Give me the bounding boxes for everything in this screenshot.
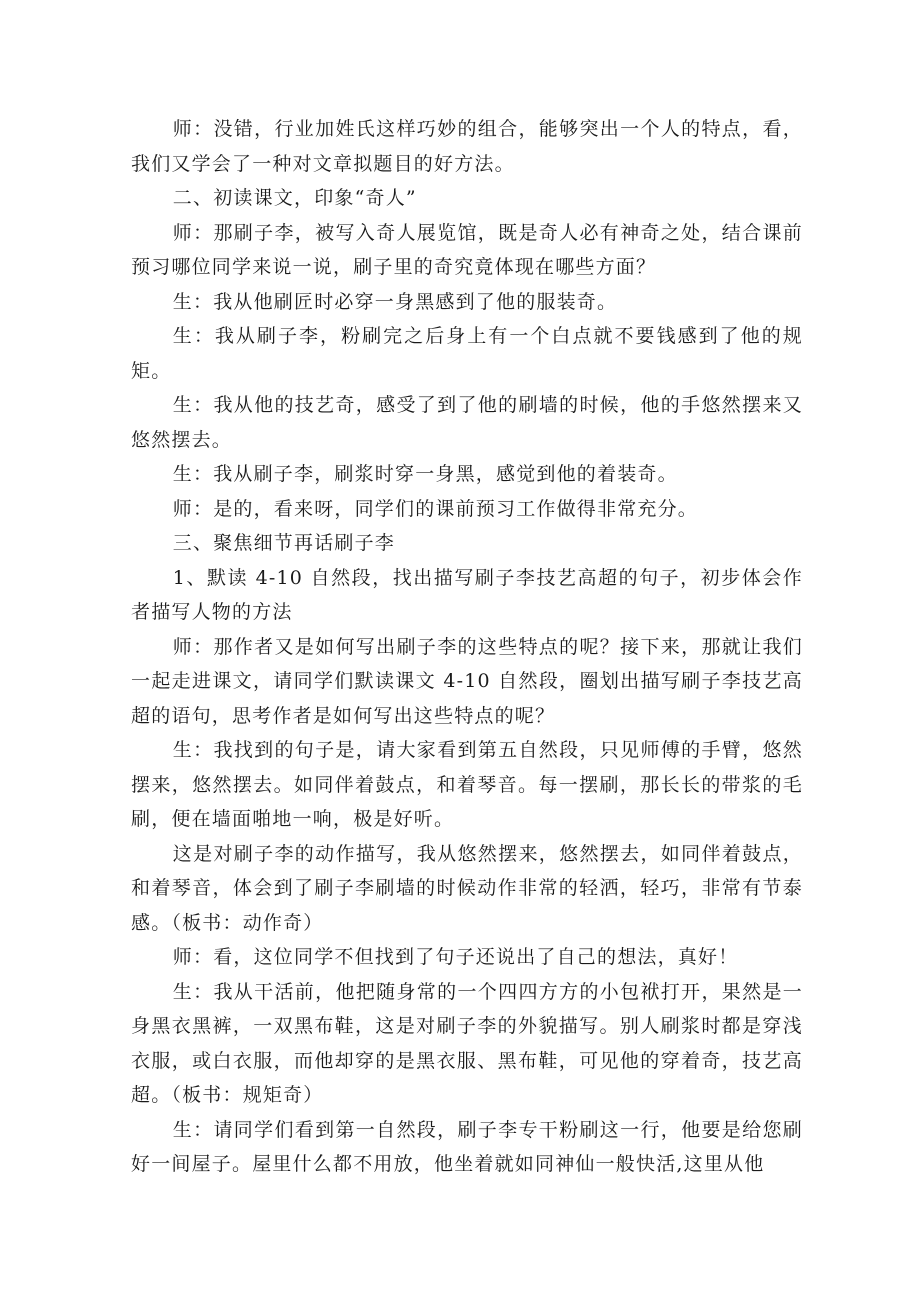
subsection-heading-1: 1、默读 4-10 自然段，找出描写刷子李技艺高超的句子，初步体会作者描写人物的方法 [131, 566, 803, 623]
document-body [131, 112, 803, 1182]
paragraph-student-first-section: 生：请同学们看到第一自然段，刷子李专干粉刷这一行，他要是给您刷好一间屋子。屋里什么都不用放，他坐着就如同神仙一般快活,这里从他 [131, 1118, 803, 1175]
paragraph-teacher-praise: 师：看，这位同学不但找到了句子还说出了自己的想法，真好！ [172, 946, 739, 968]
paragraph-student-answer-4: 生：我从刷子李，刷浆时穿一身黑，感觉到他的着装奇。 [172, 463, 678, 485]
paragraph-teacher-comment: 师：是的，看来呀，同学们的课前预习工作做得非常充分。 [172, 497, 698, 520]
section-heading-3: 三、聚焦细节再话刷子李 [172, 532, 395, 554]
paragraph-teacher-title-method: 师：没错，行业加姓氏这样巧妙的组合，能够突出一个人的特点，看，我们又学会了一种对文章拟题目的好方法。 [131, 118, 803, 175]
paragraph-student-answer-1: 生：我从他刷匠时必穿一身黑感到了他的服装奇。 [172, 290, 618, 313]
section-heading-2: 二、初读课文，印象“奇人” [172, 187, 417, 209]
paragraph-student-quote: 生：我找到的句子是，请大家看到第五自然段，只见师傅的手臂，悠然摆来，悠然摆去。如同伴着鼓点，和着琴音。每一摆刷，那长长的带浆的毛刷，便在墙面啪地一响，极是好听。 [131, 739, 803, 830]
paragraph-student-answer-3: 生：我从他的技艺奇，感受了到了他的刷墙的时候，他的手悠然摆来又悠然摆去。 [131, 394, 803, 451]
paragraph-appearance-analysis: 生：我从干活前，他把随身常的一个四四方方的小包袱打开，果然是一身黑衣黑裤，一双黑布鞋，这是对刷子李的外貌描写。别人刷浆时都是穿浅衣服，或白衣服，而他却穿的是黑衣服、黑布鞋，可见他的穿着奇，技艺高超。（板书：规矩奇） [131, 980, 803, 1106]
paragraph-teacher-question: 师：那刷子李，被写入奇人展览馆，既是奇人必有神奇之处，结合课前预习哪位同学来说一说，刷子里的奇究竟体现在哪些方面？ [131, 221, 803, 278]
paragraph-student-answer-2: 生：我从刷子李，粉刷完之后身上有一个白点就不要钱感到了他的规矩。 [131, 325, 803, 382]
paragraph-action-analysis: 这是对刷子李的动作描写，我从悠然摆来，悠然摆去，如同伴着鼓点，和着琴音，体会到了刷子李刷墙的时候动作非常的轻洒，轻巧，非常有节泰感。（板书：动作奇） [131, 842, 803, 934]
paragraph-teacher-instruction: 师：那作者又是如何写出刷子李的这些特点的呢？接下来，那就让我们一起走进课文，请同学们默读课文 4-10 自然段，圈划出描写刷子李技艺高超的语句，思考作者是如何写出这些特点的呢？ [131, 635, 803, 727]
